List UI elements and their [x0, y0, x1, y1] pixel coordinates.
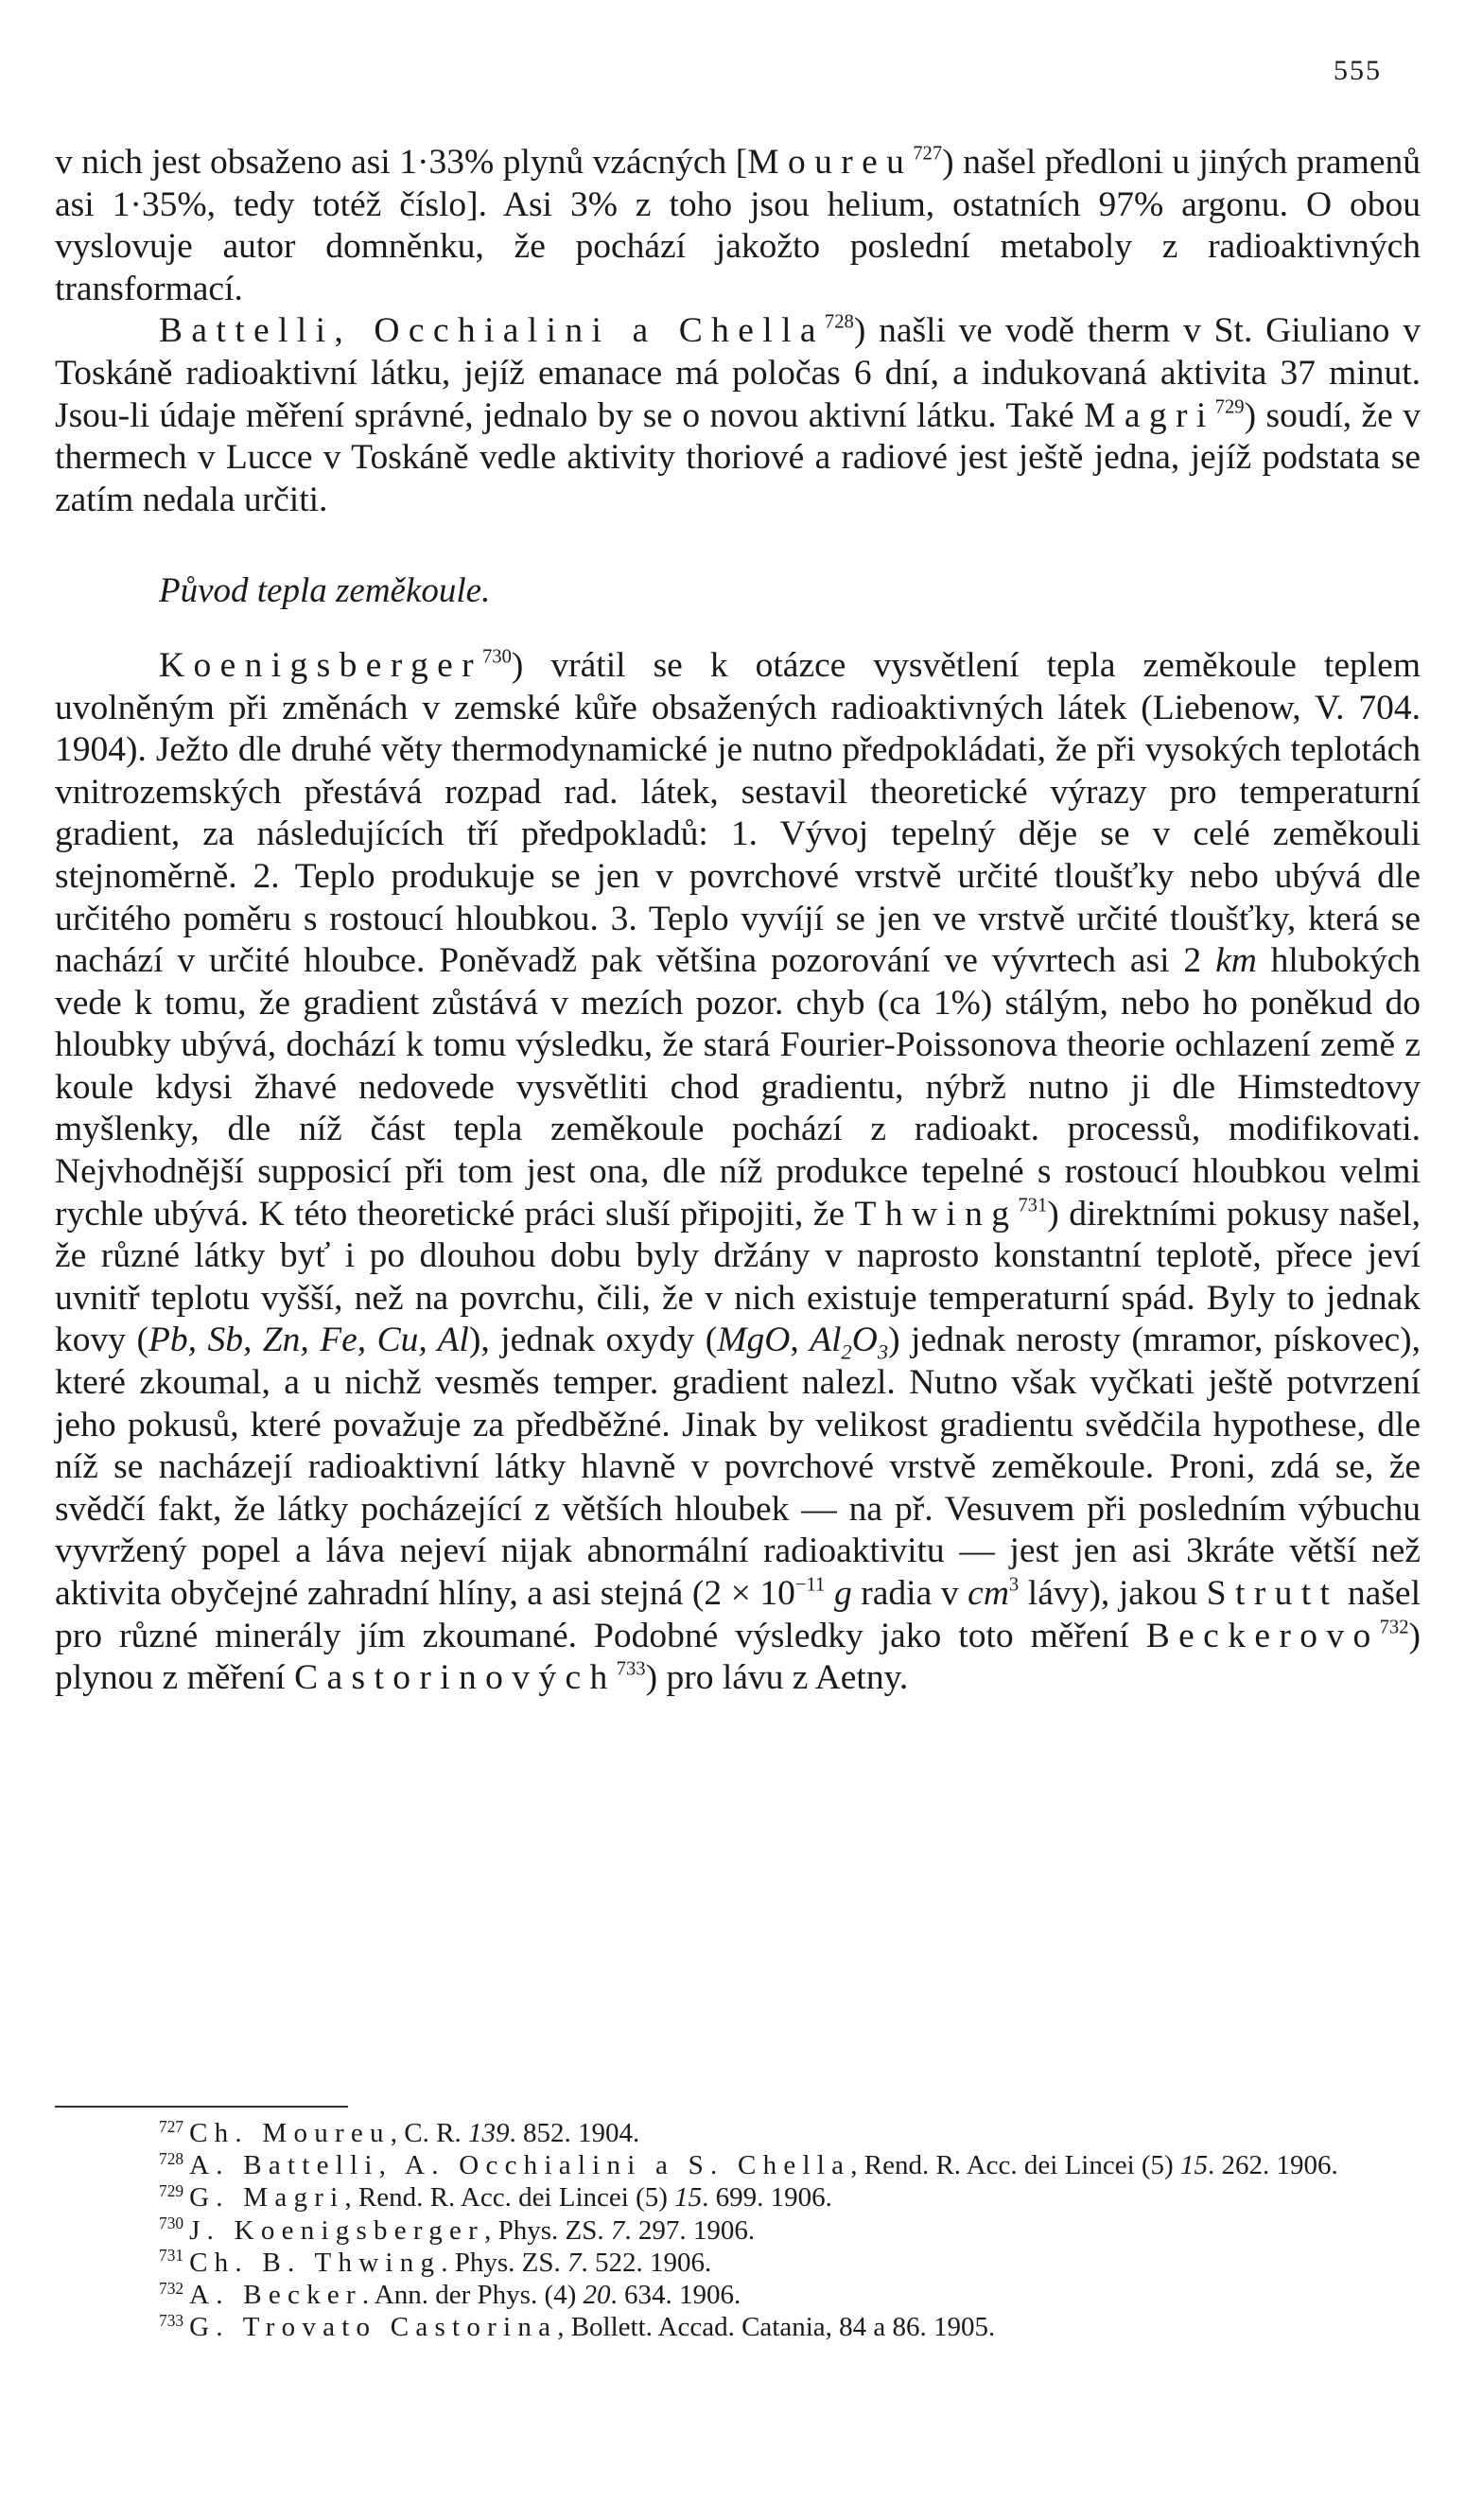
- footnote-volume: 20: [583, 2280, 611, 2311]
- footnote-author: G. Magri: [189, 2182, 345, 2214]
- author-battelli: Battelli, Occhialini a Chella: [159, 311, 825, 351]
- exponent: −11: [794, 1574, 826, 1596]
- footnote-author: A. Battelli, A. Occhialini a S. Chella: [189, 2150, 851, 2181]
- footnote-source: , Phys. ZS.: [484, 2214, 611, 2246]
- footnote-ref-733[interactable]: 733: [616, 1658, 646, 1680]
- text-run: hlubokých vede k tomu, že gradient zůstává v mezích pozor. chyb (ca 1%) stálým, nebo ho poněkud do hloubky ubývá, dochází k tomu výsledku, že stará Fourier-Poissonova theorie ochlazení země z koule kdysi žhavé nedovede vysvětliti chod gradientu, nýbrž nutno ji dle Himstedtovy myšlenky, dle níž část tepla zeměkoule pochází z radioakt. processů, modifikovati. Nejvhodnější supposicí při tom jest ona, dle níž produkce tepelné s rostoucí hloubkou velmi rychle ubývá. K této theoretické práci sluší připojiti, že: [55, 941, 1421, 1234]
- text-run: v nich jest obsaženo asi 1·33% plynů vzácných [: [55, 143, 748, 182]
- footnote-number: 729: [159, 2180, 184, 2200]
- footnote-author: A. Becker: [189, 2280, 362, 2311]
- footnote-pages: . 522. 1906.: [581, 2247, 712, 2278]
- footnote-727: [55, 2117, 1421, 2149]
- footnote-ref-727[interactable]: 727: [913, 143, 943, 165]
- oxide-al2o3: [810, 1321, 889, 1364]
- footnote-number: 733: [159, 2310, 184, 2330]
- text-run: ), jednak oxydy (: [468, 1321, 718, 1360]
- unit-km: km: [1215, 941, 1257, 981]
- oxide-o: O: [851, 1321, 878, 1360]
- paragraph-moureu: [55, 142, 1421, 310]
- footnote-source: , Bollett. Accad. Catania, 84 a 86. 1905.: [557, 2312, 996, 2343]
- text-run: ) soudí, že v thermech v Lucce v Toskáně vedle aktivity thoriové a radiové jest ještě jedna, jejíž podstata se zatím nedala určiti.: [55, 395, 1421, 519]
- footnote-number: 728: [159, 2148, 184, 2168]
- text-run: ) našel předloni u jiných pramenů asi 1·35%, tedy totéž číslo]. Asi 3% z toho jsou helium, ostatních 97% argonu. O obou vyslovuje autor domněnku, že pochází jakožto poslední metaboly z radioaktivných transformací.: [55, 143, 1421, 308]
- page-number: 555: [1334, 55, 1382, 86]
- text-run: ) našli ve vodě therm v St. Giuliano v Toskáně radioaktivní látku, jejíž emanace má poločas 6 dní, a indukovaná aktivita 37 minut. Jsou-li údaje měření správné, jednalo by se o novou aktivní látku. Také: [55, 311, 1421, 435]
- author-moureu: Moureu: [747, 143, 914, 182]
- footnote-author: Ch. Moureu: [189, 2118, 391, 2148]
- footnote-731: [55, 2247, 1421, 2279]
- footnote-volume: 7: [567, 2247, 582, 2278]
- footnote-pages: . 699. 1906.: [702, 2182, 832, 2214]
- footnote-source: . Ann. der Phys. (4): [361, 2280, 584, 2311]
- footnote-pages: . 297. 1906.: [624, 2214, 756, 2246]
- footnote-author: J. Koenigsberger: [189, 2214, 485, 2246]
- oxide-al: Al: [810, 1321, 842, 1360]
- footnote-number: 727: [159, 2116, 184, 2136]
- text-run: ) jednak nerosty (mramor, pískovec), které zkoumal, a u nichž vesměs temper. gradient nalezl. Nutno však vyčkati ještě potvrzení jeho pokusů, které považuje za předběžné. Jinak by velikost gradientu svědčila hypothese, dle níž se nacházejí radioaktivní látky hlavně v povrchové vrstvě zeměkoule. Proni, zdá se, že svědčí fakt, že látky pocházející z větších hloubek — na př. Vesuvem při posledním výbuchu vyvržený popel a láva nejeví nijak abnormální radioaktivitu — jest jen asi 3kráte větší než aktivita obyčejné zahradní hlíny, a asi stejná (2 × 10: [55, 1321, 1421, 1613]
- author-castorino: Castorinových: [294, 1658, 617, 1698]
- footnote-ref-730[interactable]: 730: [481, 646, 512, 668]
- paragraph-koenigsberger: Koenigsberger$^{730}$) vrátil se k otázce vysvětlení tepla zeměkoule teplem uvolněným při změnách v zemské kůře obsažených radioaktivných látek (Liebenow, V. 704. 1904). Ježto dle druhé věty thermodynamické je nutno předpokládati, že při vysokých teplotách vnitrozemských přestává rozpad rad. látek, sestavil theoretické výrazy pro temperaturní gradient, za následujících tří předpokladů: 1. Vývoj tepelný děje se v celé zeměkouli stejnoměrně. 2. Teplo produkuje se jen v povrchové vrstvě určité tloušťky nebo ubývá dle určitého poměru s rostoucí hloubkou. 3. Teplo vyvíjí se jen ve vrstvě určité tloušťky, která se nachází v určité hloubce. Poněvadž pak většina pozorování ve vývrtech asi 2 km hlubokých vede k tomu, že gradient zůstává v mezích pozor. chyb (ca 1%) stálým, nebo ho poněkud do hloubky ubývá, dochází k tomu výsledku, že stará Fourier-Poissonova theorie ochlazení země z koule kdysi žhavé nedovede vysvětliti chod gradientu, nýbrž nutno ji dle Himstedtovy myšlenky, dle níž část tepla zeměkoule pochází z radioakt. processů, modifikovati. Nejvhodnější supposicí při tom jest ona, dle níž produkce tepelné s rostoucí hloubkou velmi rychle ubývá. K této theoretické práci sluší připojiti, že Thwing$^{731}$) direktními pokusy našel, že různé látky byť i po dlouhou dobu byly držány v naprosto konstantní teplotě, přece jeví uvnitř teplotu vyšší, než na povrchu, čili, že v nich existuje temperaturní spád. Byly to jednak kovy (Pb, Sb, Zn, Fe, Cu, Al), jednak oxydy (MgO, $Al_2O_3$) jednak nerosty (mramor, pískovec), které zkoumal, a u nichž vesměs temper. gradient nalezl. Nutno však vyčkati ještě potvrzení jeho pokusů, které považuje za předběžné. Jinak by velikost gradientu svědčila hypothese, dle níž se nacházejí radioaktivní látky hlavně v povrchové vrstvě zeměkoule. Proni, zdá se, že svědčí fakt, že látky pocházející z větších hloubek — na př. Vesuvem při posledním výbuchu vyvržený popel a láva nejeví nijak abnormální radioaktivitu — jest jen asi 3kráte větší než aktivita obyčejné zahradní hlíny, a asi stejná ($2 \times 10^{-11}$ g radia v $cm^3$ lávy), jakou Strutt našel pro různé minerály jím zkoumané. Podobné výsledky jako toto měření Beckerovo$^{732}$) plynou z měření Castorinových$^{733}$) pro lávu z Aetny.: [55, 645, 1421, 1698]
- footnote-number: 731: [159, 2246, 184, 2266]
- text-run: lávy), jakou: [1019, 1574, 1207, 1613]
- footnote-source: , Rend. R. Acc. dei Lincei (5): [850, 2150, 1180, 2181]
- oxide-al-sub: 2: [841, 1339, 852, 1364]
- author-thwing: Thwing: [854, 1194, 1019, 1234]
- footnote-728: [55, 2149, 1421, 2181]
- text-run: radia v: [851, 1574, 968, 1613]
- unit-cm-exp: 3: [1008, 1574, 1020, 1596]
- footnote-volume: 7: [610, 2214, 625, 2246]
- paragraph-battelli: [55, 310, 1421, 521]
- footnote-volume: 15: [674, 2182, 703, 2214]
- unit-cm: cm: [968, 1574, 1009, 1613]
- footnote-732: [55, 2279, 1421, 2311]
- footnote-pages: . 262. 1906.: [1207, 2150, 1338, 2181]
- footnote-number: 730: [159, 2214, 184, 2233]
- author-beckerovo: Beckerovo: [1145, 1616, 1380, 1655]
- footnote-pages: . 852. 1904.: [509, 2118, 640, 2148]
- text-run: ) vrátil se k otázce vysvětlení tepla zeměkoule teplem uvolněným při změnách v zemské kůře obsažených radioaktivných látek (Liebenow, V. 704. 1904). Ježto dle druhé věty thermodynamické je nutno předpokládati, že při vysokých teplotách vnitrozemských přestává rozpad rad. látek, sestavil theoretické výrazy pro temperaturní gradient, za následujících tří předpokladů: 1. Vývoj tepelný děje se v celé zeměkouli stejnoměrně. 2. Teplo produkuje se jen v povrchové vrstvě určité tloušťky nebo ubývá dle určitého poměru s rostoucí hloubkou. 3. Teplo vyvíjí se jen ve vrstvě určité tloušťky, která se nachází v určité hloubce. Poněvadž pak většina pozorování ve vývrtech asi 2: [55, 645, 1421, 981]
- footnote-volume: 15: [1179, 2150, 1208, 2181]
- author-magri: Magri: [1084, 395, 1215, 435]
- footnote-ref-732[interactable]: 732: [1379, 1617, 1409, 1638]
- footnotes: [55, 2117, 1421, 2343]
- author-strutt: Strutt: [1206, 1574, 1339, 1613]
- footnote-730: [55, 2214, 1421, 2247]
- author-koenigsberger: Koenigsberger: [159, 645, 482, 685]
- footnote-ref-729[interactable]: 729: [1214, 396, 1245, 418]
- unit-g: g: [833, 1574, 852, 1613]
- footnote-divider: [55, 2106, 348, 2108]
- footnote-729: [55, 2181, 1421, 2214]
- footnote-author: Ch. B. Thwing: [189, 2247, 442, 2278]
- footnote-source: , C. R.: [390, 2118, 468, 2148]
- text-run: ) direktními pokusy našel, že různé látky byť i po dlouhou dobu byly držány v naprosto konstantní teplotě, přece jeví uvnitř teplotu vyšší, než na povrchu, čili, že v nich existuje temperaturní spád. Byly to jednak kovy (: [55, 1194, 1421, 1360]
- oxide-o-sub: 3: [877, 1339, 889, 1364]
- footnote-ref-731[interactable]: 731: [1018, 1195, 1048, 1216]
- body-text: [55, 142, 1421, 1700]
- footnote-source: . Phys. ZS.: [441, 2247, 567, 2278]
- metals-list: Pb, Sb, Zn, Fe, Cu, Al: [148, 1321, 469, 1360]
- section-heading: Původ tepla zeměkoule.: [159, 571, 491, 611]
- footnote-ref-728[interactable]: 728: [824, 311, 854, 333]
- footnote-pages: . 634. 1906.: [610, 2280, 741, 2311]
- text-run: ) plynou z měření: [55, 1616, 1421, 1698]
- footnote-number: 732: [159, 2278, 184, 2298]
- footnote-volume: 139: [467, 2118, 510, 2148]
- text-run: ) pro lávu z Aetny.: [645, 1658, 909, 1698]
- footnote-733: [55, 2311, 1421, 2343]
- footnote-source: , Rend. R. Acc. dei Lincei (5): [344, 2182, 675, 2214]
- text-run: našel pro různé minerály jím zkoumané. Podobné výsledky jako toto měření: [55, 1574, 1421, 1655]
- oxide-mgo: MgO: [717, 1321, 791, 1360]
- footnote-author: G. Trovato Castorina: [189, 2312, 558, 2343]
